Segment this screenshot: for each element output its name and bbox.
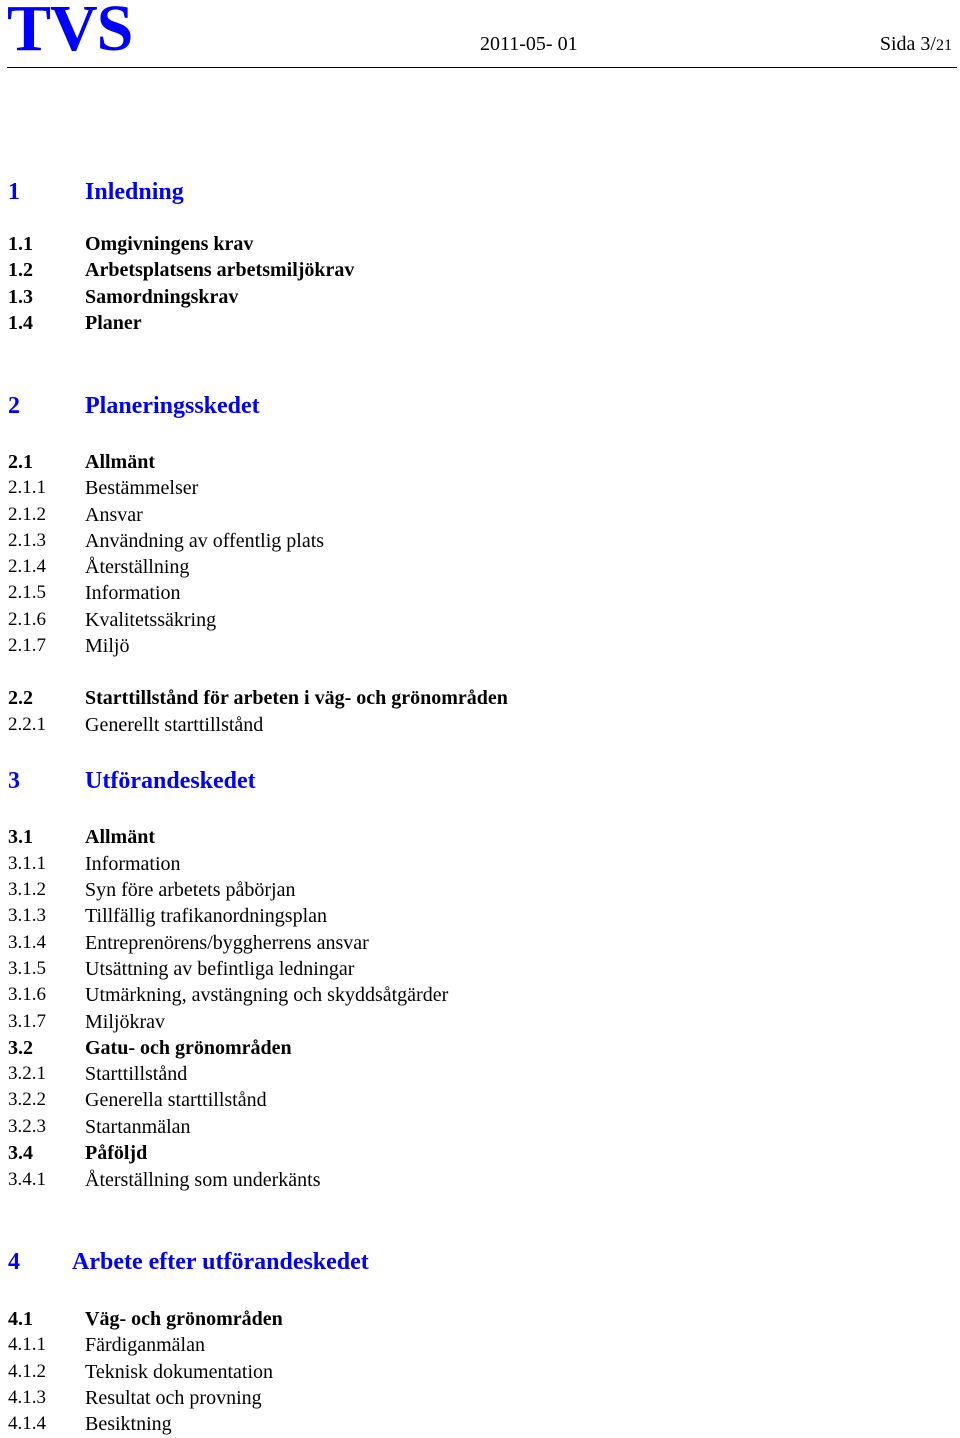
toc-number: 2.1.7 xyxy=(8,635,46,656)
toc-number: 3.1.7 xyxy=(8,1011,46,1032)
toc-number: 3.4 xyxy=(8,1142,33,1164)
header-date: 2011-05- 01 xyxy=(480,33,578,55)
toc-title: Starttillstånd för arbeten i väg- och grönområden xyxy=(85,687,508,709)
toc-title: Miljö xyxy=(85,635,130,657)
toc-number: 2.1 xyxy=(8,451,33,473)
toc-number: 3.1.2 xyxy=(8,879,46,900)
toc-number: 3.1.4 xyxy=(8,932,46,953)
toc-number: 4.1.4 xyxy=(8,1413,46,1434)
toc-title: Omgivningens krav xyxy=(85,233,254,255)
toc-title: Färdiganmälan xyxy=(85,1334,205,1356)
toc-title: Kvalitetssäkring xyxy=(85,609,217,631)
toc-title: Information xyxy=(85,582,181,604)
toc-number: 2.2 xyxy=(8,687,33,709)
toc-title: Användning av offentlig plats xyxy=(85,530,325,552)
toc-number: 2 xyxy=(8,393,20,419)
toc-number: 1.1 xyxy=(8,233,33,255)
toc-number: 3 xyxy=(8,768,20,794)
toc-number: 2.1.5 xyxy=(8,582,46,603)
toc-number: 2.2.1 xyxy=(8,714,46,735)
toc-number: 4 xyxy=(8,1249,20,1275)
toc-title: Samordningskrav xyxy=(85,286,239,308)
toc-number: 1.2 xyxy=(8,259,33,281)
toc-number: 4.1.1 xyxy=(8,1334,46,1355)
toc-title: Teknisk dokumentation xyxy=(85,1361,274,1383)
toc-title: Arbete efter utförandeskedet xyxy=(72,1249,369,1275)
toc-title: Information xyxy=(85,853,181,875)
toc-title: Generellt starttillstånd xyxy=(85,714,264,736)
toc-number: 2.1.3 xyxy=(8,530,46,551)
toc-title: Entreprenörens/byggherrens ansvar xyxy=(85,932,369,954)
toc-number: 2.1.1 xyxy=(8,477,46,498)
toc-number: 4.1.3 xyxy=(8,1387,46,1408)
toc-number: 3.2 xyxy=(8,1037,33,1059)
toc-number: 1.3 xyxy=(8,286,33,308)
toc-title: Resultat och provning xyxy=(85,1387,262,1409)
toc-title: Utsättning av befintliga ledningar xyxy=(85,958,355,980)
toc-number: 4.1 xyxy=(8,1308,33,1330)
toc-title: Ansvar xyxy=(85,504,143,526)
toc-number: 4.1.2 xyxy=(8,1361,46,1382)
toc-number: 2.1.4 xyxy=(8,556,46,577)
toc-title: Arbetsplatsens arbetsmiljökrav xyxy=(85,259,355,281)
toc-number: 2.1.6 xyxy=(8,609,46,630)
toc-title: Inledning xyxy=(85,179,184,205)
toc-number: 3.2.1 xyxy=(8,1063,46,1084)
toc-number: 3.2.3 xyxy=(8,1116,46,1137)
toc-title: Allmänt xyxy=(85,451,155,473)
toc-title: Tillfällig trafikanordningsplan xyxy=(85,905,328,927)
toc-title: Startanmälan xyxy=(85,1116,191,1138)
toc-title: Allmänt xyxy=(85,826,155,848)
toc-title: Återställning xyxy=(85,556,190,578)
page-total: 21 xyxy=(936,37,952,54)
toc-title: Bestämmelser xyxy=(85,477,199,499)
toc-title: Starttillstånd xyxy=(85,1063,188,1085)
toc-number: 3.1.1 xyxy=(8,853,46,874)
toc-title: Återställning som underkänts xyxy=(85,1169,321,1191)
toc-title: Besiktning xyxy=(85,1413,172,1435)
toc-number: 1 xyxy=(8,179,20,205)
toc-title: Utmärkning, avstängning och skyddsåtgärder xyxy=(85,984,449,1006)
toc-title: Syn före arbetets påbörjan xyxy=(85,879,296,901)
toc-number: 1.4 xyxy=(8,312,33,334)
page-label: Sida 3/ xyxy=(879,33,936,55)
toc-number: 2.1.2 xyxy=(8,504,46,525)
toc-title: Utförandeskedet xyxy=(85,768,256,794)
toc-title: Planeringsskedet xyxy=(85,393,260,419)
toc-number: 3.1.5 xyxy=(8,958,46,979)
toc-number: 3.2.2 xyxy=(8,1089,46,1110)
toc-number: 3.1 xyxy=(8,826,33,848)
toc-number: 3.1.6 xyxy=(8,984,46,1005)
toc-title: Påföljd xyxy=(85,1142,148,1164)
toc-number: 3.4.1 xyxy=(8,1169,46,1190)
toc-title: Miljökrav xyxy=(85,1011,165,1033)
toc-title: Planer xyxy=(85,312,142,334)
tvs-logo: TVS xyxy=(7,0,133,65)
toc-title: Gatu- och grönområden xyxy=(85,1037,292,1059)
toc-title: Generella starttillstånd xyxy=(85,1089,267,1111)
toc-title: Väg- och grönområden xyxy=(85,1308,283,1330)
toc-number: 3.1.3 xyxy=(8,905,46,926)
